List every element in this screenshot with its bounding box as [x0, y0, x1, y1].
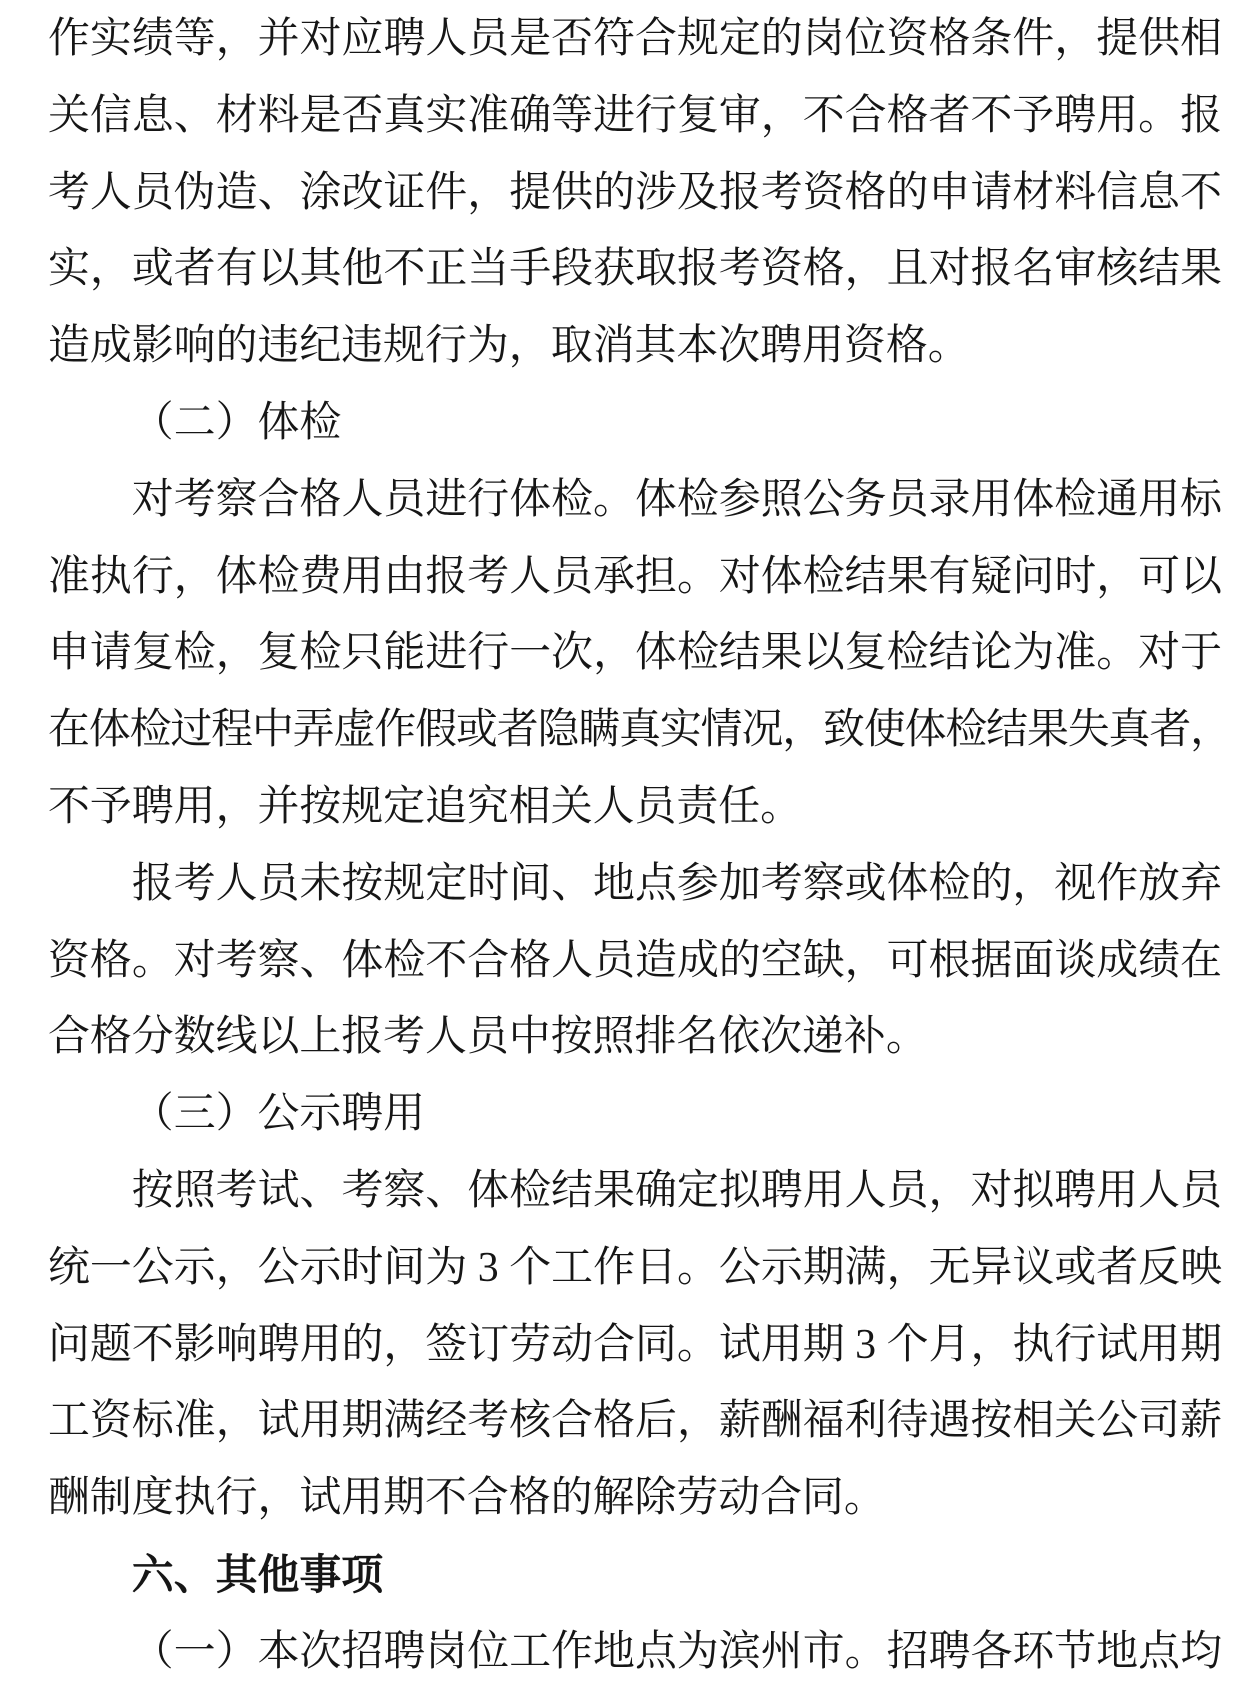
- document-line: 问题不影响聘用的，签订劳动合同。试用期 3 个月，执行试用期: [48, 1321, 1222, 1368]
- section-heading-other-matters: 六、其他事项: [131, 1550, 384, 1598]
- document-line: 实，或者有以其他不正当手段获取报考资格，且对报名审核结果: [48, 246, 1222, 293]
- document-line: 不予聘用，并按规定追究相关人员责任。: [48, 783, 803, 830]
- document-line: 关信息、材料是否真实准确等进行复审，不合格者不予聘用。报: [48, 92, 1222, 139]
- document-line: 考人员伪造、涂改证件，提供的涉及报考资格的申请材料信息不: [48, 169, 1222, 216]
- document-line: 准执行，体检费用由报考人员承担。对体检结果有疑问时，可以: [48, 553, 1222, 600]
- document-line: 报考人员未按规定时间、地点参加考察或体检的，视作放弃: [131, 860, 1222, 907]
- document-line: 对考察合格人员进行体检。体检参照公务员录用体检通用标: [131, 476, 1222, 523]
- document-line: 资格。对考察、体检不合格人员造成的空缺，可根据面谈成绩在: [48, 937, 1222, 984]
- document-line: 在体检过程中弄虚作假或者隐瞒真实情况，致使体检结果失真者，: [48, 707, 1231, 754]
- document-line: 酬制度执行，试用期不合格的解除劳动合同。: [48, 1475, 886, 1522]
- subsection-heading-public-employment: （三）公示聘用: [131, 1091, 426, 1138]
- document-line: （一）本次招聘岗位工作地点为滨州市。招聘各环节地点均: [131, 1628, 1222, 1675]
- document-line: 合格分数线以上报考人员中按照排名依次递补。: [48, 1014, 928, 1061]
- document-line: 造成影响的违纪违规行为，取消其本次聘用资格。: [48, 323, 970, 370]
- document-line: 申请复检，复检只能进行一次，体检结果以复检结论为准。对于: [48, 630, 1222, 677]
- document-line: 工资标准，试用期满经考核合格后，薪酬福利待遇按相关公司薪: [48, 1398, 1222, 1445]
- document-line: 作实绩等，并对应聘人员是否符合规定的岗位资格条件，提供相: [48, 16, 1222, 62]
- document-line: 统一公示，公示时间为 3 个工作日。公示期满，无异议或者反映: [48, 1244, 1222, 1291]
- document-body: [48, 1, 1231, 1691]
- document-line: 按照考试、考察、体检结果确定拟聘用人员，对拟聘用人员: [131, 1167, 1222, 1214]
- subsection-heading-physical-exam: （二）体检: [131, 399, 342, 446]
